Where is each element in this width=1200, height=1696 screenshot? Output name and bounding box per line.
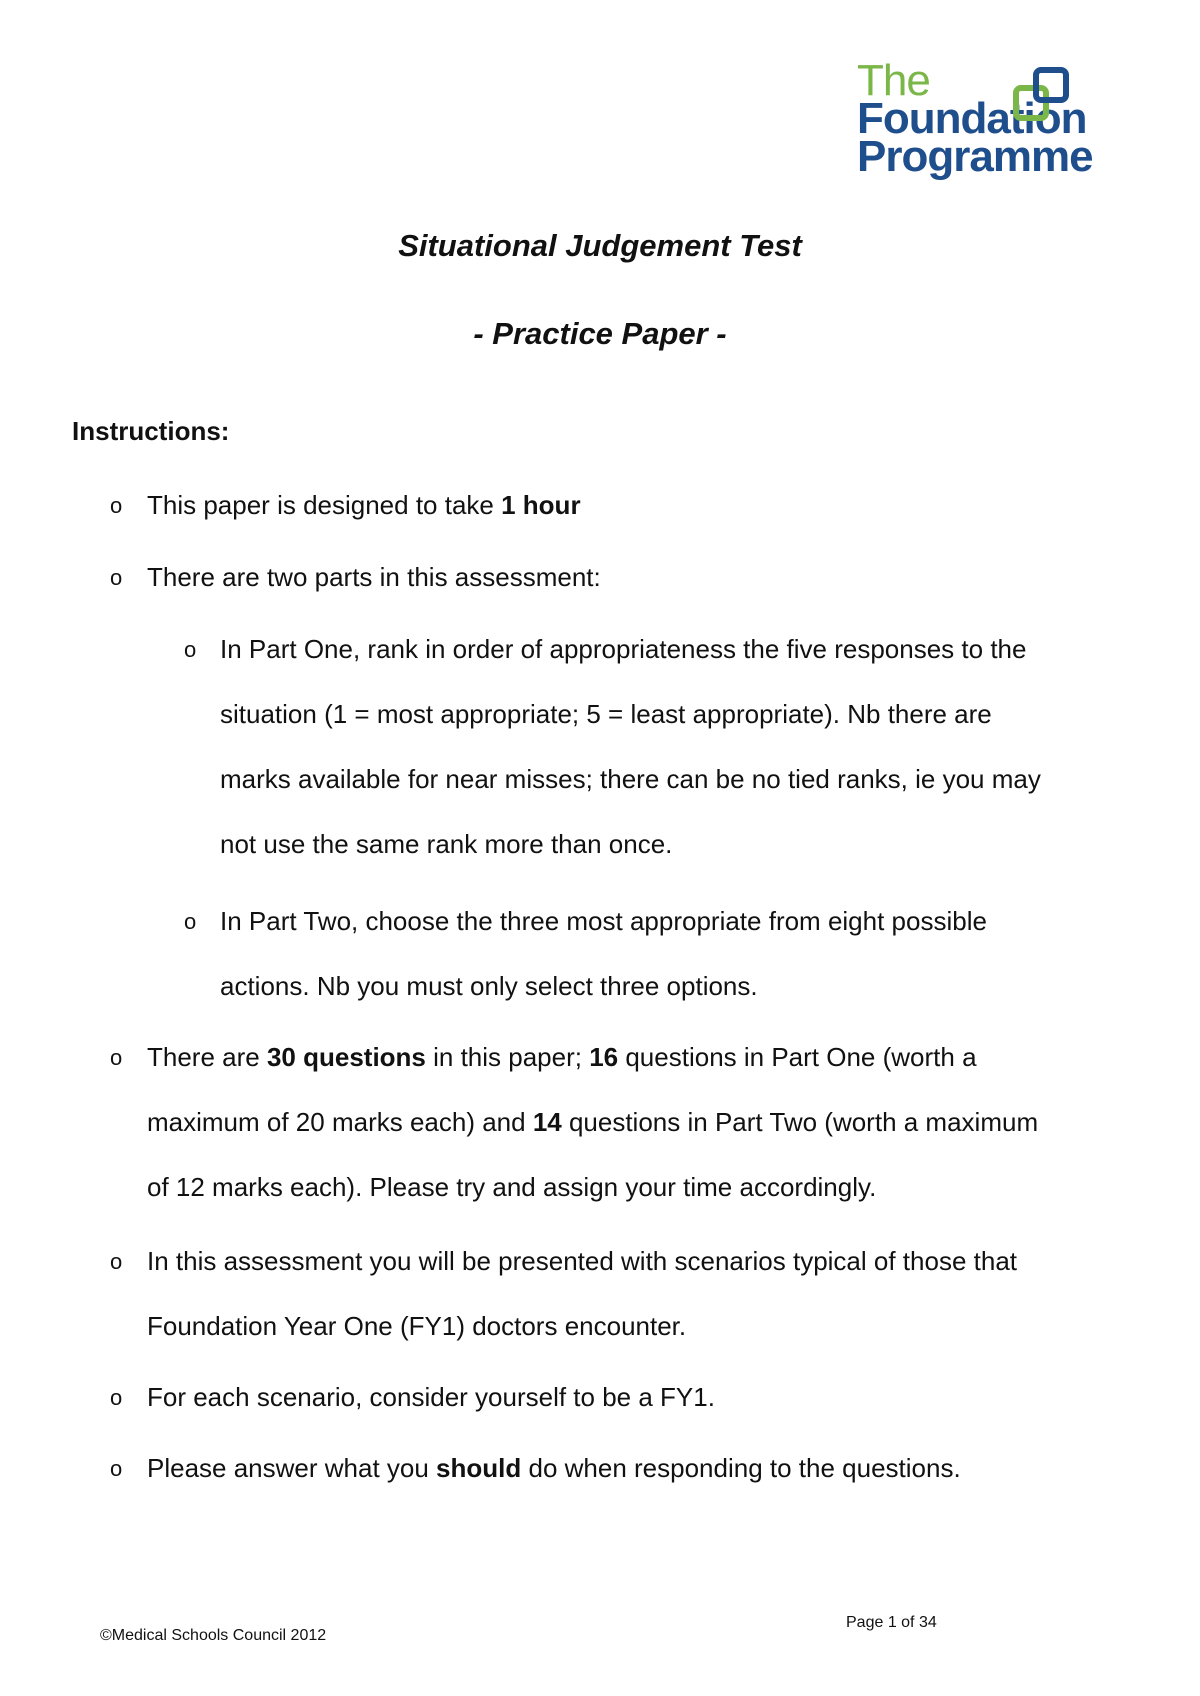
overlapping-squares-icon — [1012, 66, 1076, 130]
text-line: Foundation Year One (FY1) doctors encounter. — [147, 1311, 687, 1341]
text-line: In Part One, rank in order of appropriateness the five responses to the — [220, 634, 1027, 664]
text-line: In Part Two, choose the three most appropriate from eight possible — [220, 906, 987, 936]
footer-page-number: Page 1 of 34 — [846, 1614, 937, 1631]
text-line: marks available for near misses; there can be no tied ranks, ie you may — [220, 764, 1041, 794]
bullet-marker: o — [184, 637, 197, 662]
foundation-programme-logo — [857, 56, 1107, 222]
text-segment: Please answer what you — [147, 1453, 437, 1483]
text-segment: in this paper; — [425, 1042, 590, 1072]
bold-segment: should — [436, 1453, 522, 1483]
logo-line-the: The — [857, 56, 930, 105]
instruction-text — [147, 1436, 1147, 1501]
bold-segment: 14 — [532, 1107, 562, 1137]
bullet-marker: o — [110, 493, 123, 518]
instructions-heading: Instructions: — [72, 416, 230, 446]
text-segment: maximum of 20 marks each) and — [147, 1107, 533, 1137]
bold-segment: 30 questions — [266, 1042, 426, 1072]
text-line: of 12 marks each). Please try and assign your time accordingly. — [147, 1172, 877, 1202]
bullet-marker: o — [110, 1456, 123, 1481]
text-line: actions. Nb you must only select three options. — [220, 971, 758, 1001]
instruction-text — [220, 889, 1120, 1019]
text-line: situation (1 = most appropriate; 5 = least appropriate). Nb there are — [220, 699, 992, 729]
text-segment: questions in Part Two (worth a maximum — [561, 1107, 1039, 1137]
text-segment: do when responding to the questions. — [521, 1453, 961, 1483]
logo-line-programme: Programme — [857, 132, 1093, 181]
bullet-marker: o — [110, 1045, 123, 1070]
text-segment: questions in Part One (worth a — [618, 1042, 977, 1072]
bullet-marker: o — [110, 565, 123, 590]
bullet-marker: o — [184, 909, 197, 934]
footer-copyright: ©Medical Schools Council 2012 — [100, 1627, 327, 1644]
instruction-text — [147, 1025, 1147, 1220]
instruction-text: For each scenario, consider yourself to be a FY1. — [147, 1382, 715, 1412]
bullet-marker: o — [110, 1385, 123, 1410]
instruction-text — [147, 473, 1147, 538]
text-segment: This paper is designed to take — [147, 490, 502, 520]
text-line: In this assessment you will be presented with scenarios typical of those that — [147, 1246, 1017, 1276]
instruction-text — [147, 1229, 1147, 1359]
bullet-marker: o — [110, 1249, 123, 1274]
instruction-text: There are two parts in this assessment: — [147, 562, 601, 592]
bold-segment: 16 — [589, 1042, 619, 1072]
instruction-text — [220, 617, 1120, 877]
page-subtitle: - Practice Paper - — [473, 316, 727, 351]
page-title: Situational Judgement Test — [398, 228, 802, 263]
text-segment: There are — [147, 1042, 267, 1072]
text-line: not use the same rank more than once. — [220, 829, 673, 859]
bold-segment: 1 hour — [501, 490, 581, 520]
logo-line-foundation: Foundation — [857, 94, 1087, 143]
